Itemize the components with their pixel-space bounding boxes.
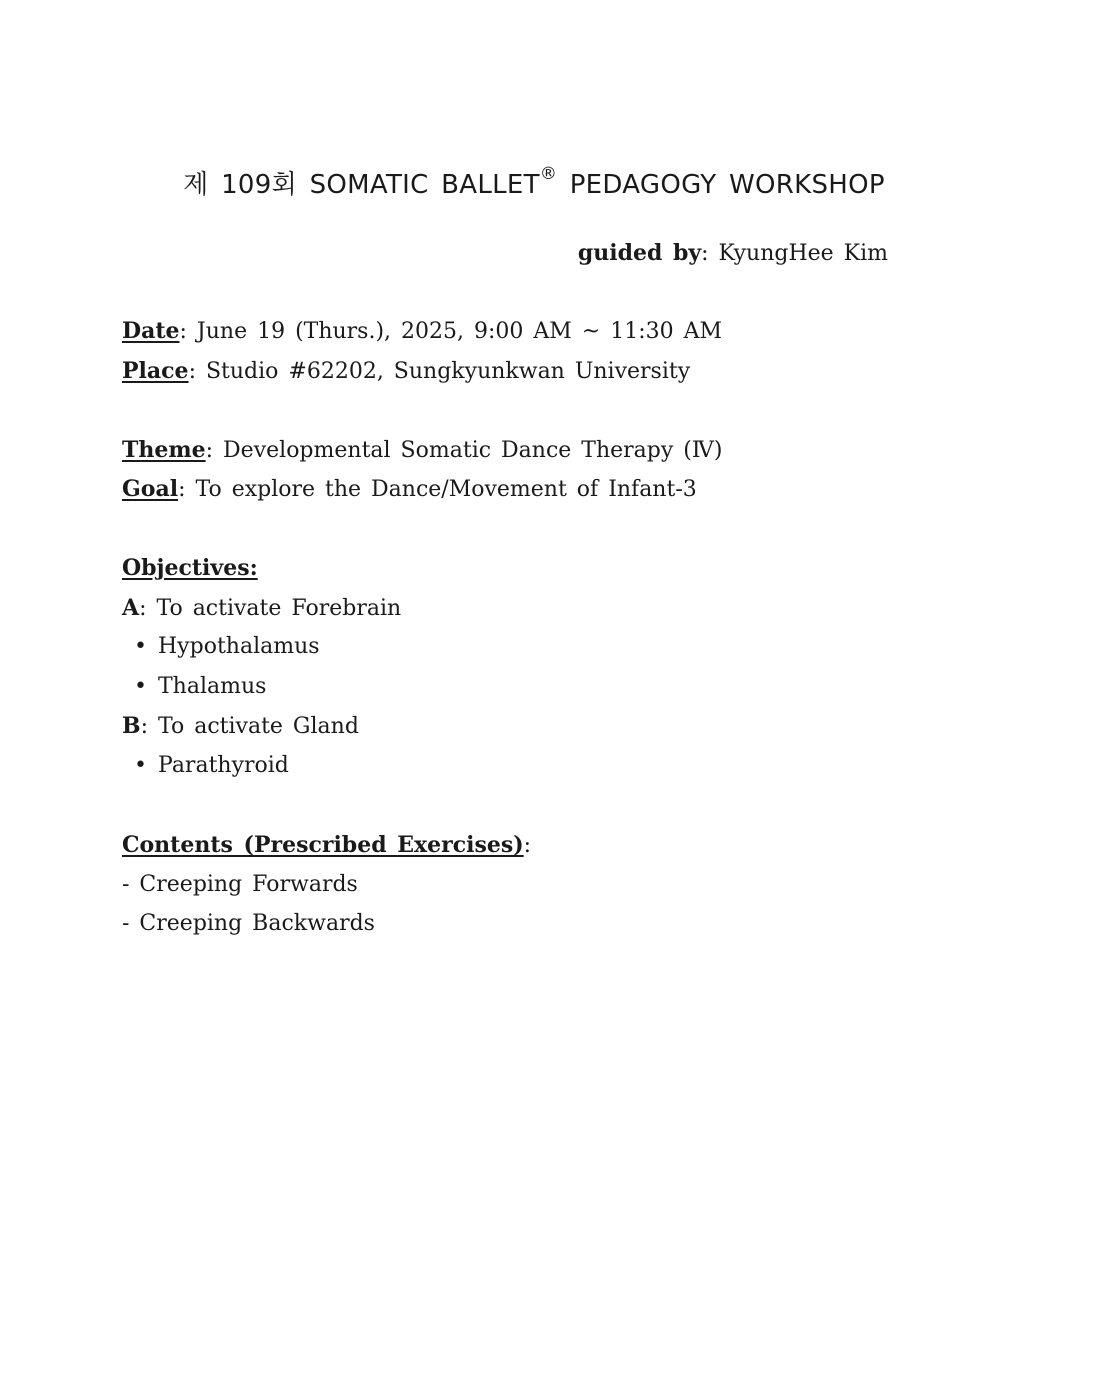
theme-value: : Developmental Somatic Dance Therapy (Ⅳ) <box>205 438 723 463</box>
date-label: Date <box>122 318 180 344</box>
objective-a-label: A <box>122 595 140 621</box>
place-line <box>122 358 690 384</box>
objective-b-text: : To activate Gland <box>140 714 359 739</box>
bullet-icon: • <box>134 753 147 778</box>
objective-a-line <box>122 595 401 621</box>
contents-item-text: - Creeping Backwards <box>122 911 375 936</box>
objective-a-item <box>134 674 266 699</box>
title-suffix: PEDAGOGY WORKSHOP <box>557 170 885 200</box>
bullet-icon: • <box>134 674 147 699</box>
contents-item-text: - Creeping Forwards <box>122 872 358 897</box>
theme-line <box>122 437 722 463</box>
goal-label: Goal <box>122 476 179 502</box>
place-label: Place <box>122 358 189 384</box>
objective-a-text: : To activate Forebrain <box>139 596 402 621</box>
objective-b-item-text: Parathyroid <box>158 753 289 778</box>
contents-item <box>122 911 375 936</box>
objective-b-label: B <box>122 713 141 739</box>
date-line <box>122 318 722 344</box>
goal-value: : To explore the Dance/Movement of Infant-3 <box>178 477 697 502</box>
objective-a-item-text: Thalamus <box>158 674 267 699</box>
guided-by-line <box>578 240 888 266</box>
contents-heading-colon: : <box>523 833 532 858</box>
objectives-heading: Objectives: <box>122 555 258 581</box>
place-value: : Studio #62202, Sungkyunkwan University <box>188 359 691 384</box>
registered-mark: ® <box>539 164 558 185</box>
objectives-heading-line <box>122 555 258 581</box>
contents-heading: Contents (Prescribed Exercises) <box>122 832 524 858</box>
document-title <box>0 164 1068 201</box>
objective-a-item <box>134 634 320 659</box>
objective-b-item <box>134 753 289 778</box>
contents-item <box>122 872 358 897</box>
guided-by-value: : KyungHee Kim <box>701 241 888 266</box>
guided-by-label: guided by <box>577 240 702 266</box>
objective-b-line <box>122 713 359 739</box>
date-value: : June 19 (Thurs.), 2025, 9:00 AM ~ 11:30 AM <box>179 319 723 344</box>
title-prefix: 제 109회 SOMATIC BALLET <box>183 170 540 200</box>
theme-label: Theme <box>122 437 206 463</box>
goal-line <box>122 476 697 502</box>
contents-heading-line <box>122 832 531 858</box>
bullet-icon: • <box>134 634 147 659</box>
objective-a-item-text: Hypothalamus <box>158 634 320 659</box>
